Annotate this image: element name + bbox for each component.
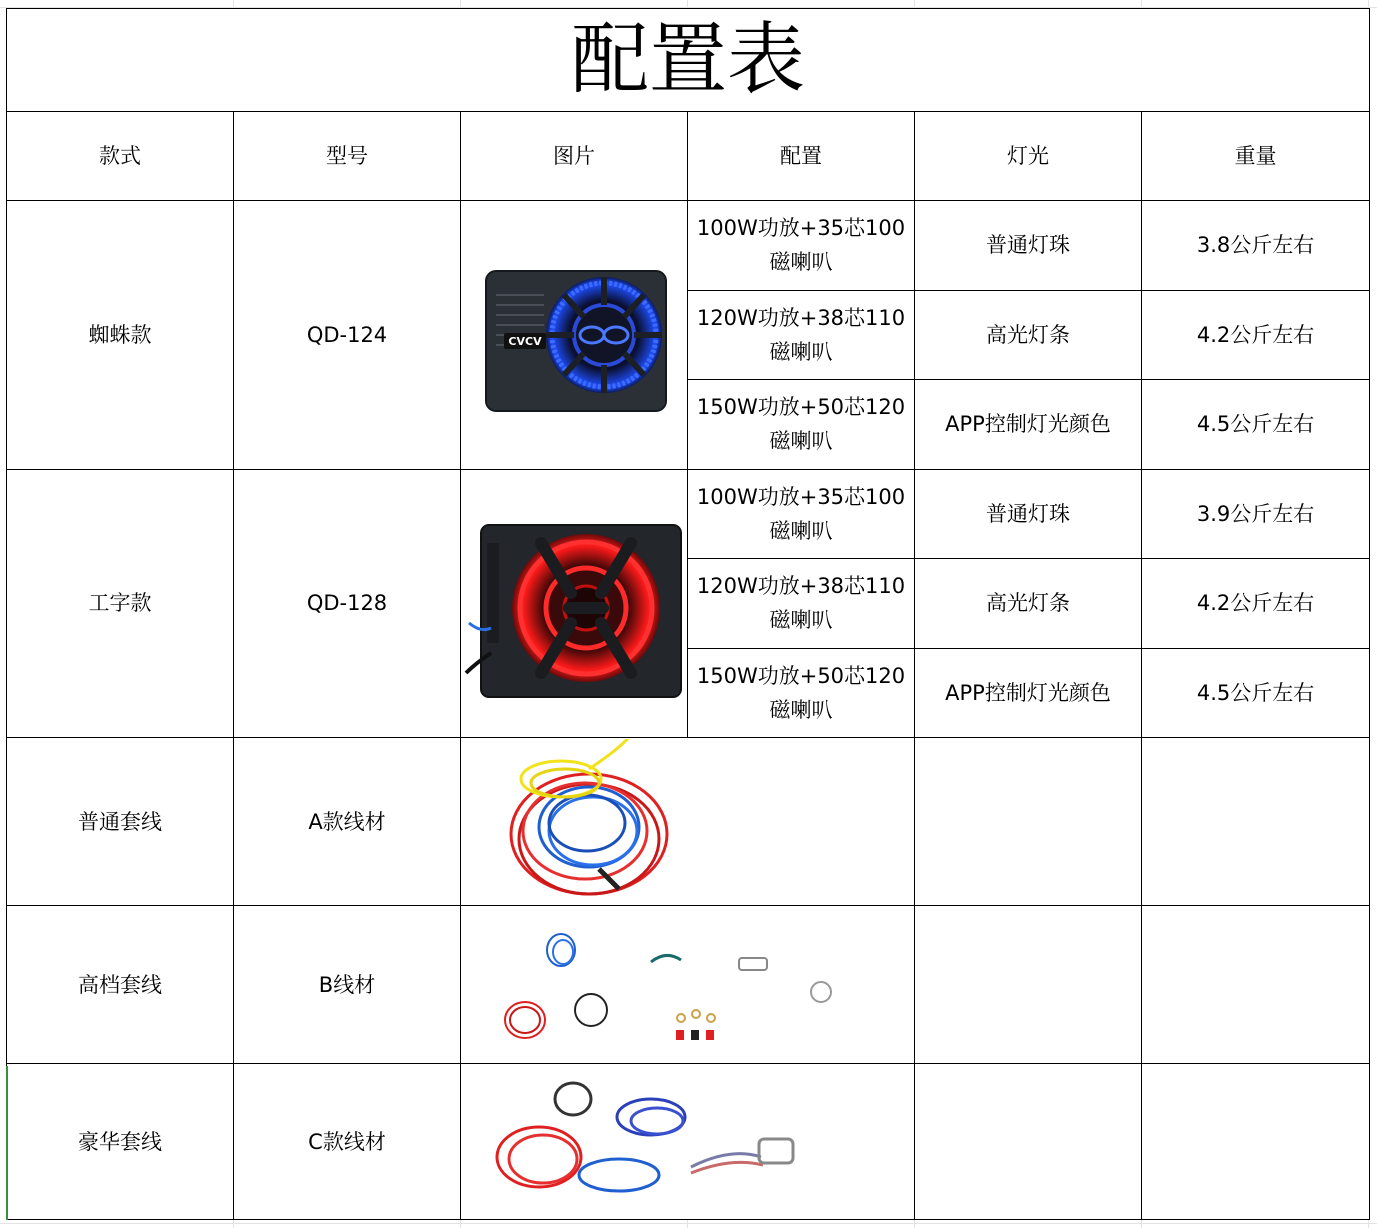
config-line1: 150W功放+50芯120 [696, 395, 906, 420]
image-cell [461, 469, 688, 738]
light-cell: APP控制灯光颜色 [915, 380, 1142, 470]
header-image: 图片 [461, 111, 688, 201]
light-cell: 高光灯条 [915, 290, 1142, 380]
light-cell [915, 1064, 1142, 1220]
weight-cell: 4.2公斤左右 [1142, 290, 1370, 380]
style-cell: 工字款 [7, 469, 234, 738]
model-cell: QD-124 [234, 201, 461, 470]
red-led-subwoofer-image [461, 503, 687, 703]
config-line1: 100W功放+35芯100 [696, 216, 906, 241]
config-line2: 磁喇叭 [769, 250, 833, 275]
page-title: 配置表 [7, 9, 1370, 112]
header-style: 款式 [7, 111, 234, 201]
model-cell: C款线材 [234, 1064, 461, 1220]
weight-cell: 4.5公斤左右 [1142, 380, 1370, 470]
weight-cell [1142, 906, 1370, 1064]
light-cell: 高光灯条 [915, 559, 1142, 649]
weight-cell: 4.2公斤左右 [1142, 559, 1370, 649]
selection-edge-marker [6, 1066, 8, 1220]
model-cell: B线材 [234, 906, 461, 1064]
table-row [7, 469, 1370, 559]
config-line1: 120W功放+38芯110 [696, 305, 906, 330]
weight-cell: 3.8公斤左右 [1142, 201, 1370, 291]
weight-cell: 4.5公斤左右 [1142, 648, 1370, 738]
cable-kit-b-image [491, 910, 891, 1060]
config-line2: 磁喇叭 [769, 608, 833, 633]
light-cell: 普通灯珠 [915, 201, 1142, 291]
image-cell [461, 201, 688, 470]
style-cell: 高档套线 [7, 906, 234, 1064]
image-cell [461, 906, 915, 1064]
light-cell: APP控制灯光颜色 [915, 648, 1142, 738]
config-line1: 100W功放+35芯100 [696, 484, 906, 509]
style-cell: 普通套线 [7, 738, 234, 906]
config-line2: 磁喇叭 [769, 518, 833, 543]
light-cell [915, 738, 1142, 906]
table-row [7, 201, 1370, 291]
config-line2: 磁喇叭 [769, 339, 833, 364]
model-cell: QD-128 [234, 469, 461, 738]
table-row [7, 1064, 1370, 1220]
config-line1: 150W功放+50芯120 [696, 663, 906, 688]
header-row [7, 111, 1370, 201]
header-weight: 重量 [1142, 111, 1370, 201]
config-cell [688, 201, 915, 291]
image-cell [461, 738, 915, 906]
light-cell: 普通灯珠 [915, 469, 1142, 559]
header-config: 配置 [688, 111, 915, 201]
image-cell [461, 1064, 915, 1220]
model-cell: A款线材 [234, 738, 461, 906]
header-light: 灯光 [915, 111, 1142, 201]
config-cell [688, 469, 915, 559]
weight-cell [1142, 738, 1370, 906]
config-table [6, 8, 1370, 1220]
config-line2: 磁喇叭 [769, 429, 833, 454]
weight-cell: 3.9公斤左右 [1142, 469, 1370, 559]
cable-kit-c-image [491, 1077, 821, 1207]
table-row [7, 906, 1370, 1064]
config-cell [688, 559, 915, 649]
cable-kit-a-image [489, 739, 689, 905]
blue-led-subwoofer-image [474, 255, 674, 415]
style-cell: 蜘蛛款 [7, 201, 234, 470]
config-line2: 磁喇叭 [769, 697, 833, 722]
light-cell [915, 906, 1142, 1064]
config-line1: 120W功放+38芯110 [696, 574, 906, 599]
style-cell: 豪华套线 [7, 1064, 234, 1220]
config-cell [688, 380, 915, 470]
brand-logo-text: CVCV [508, 334, 542, 348]
config-cell [688, 648, 915, 738]
table-row [7, 738, 1370, 906]
weight-cell [1142, 1064, 1370, 1220]
config-cell [688, 290, 915, 380]
header-model: 型号 [234, 111, 461, 201]
